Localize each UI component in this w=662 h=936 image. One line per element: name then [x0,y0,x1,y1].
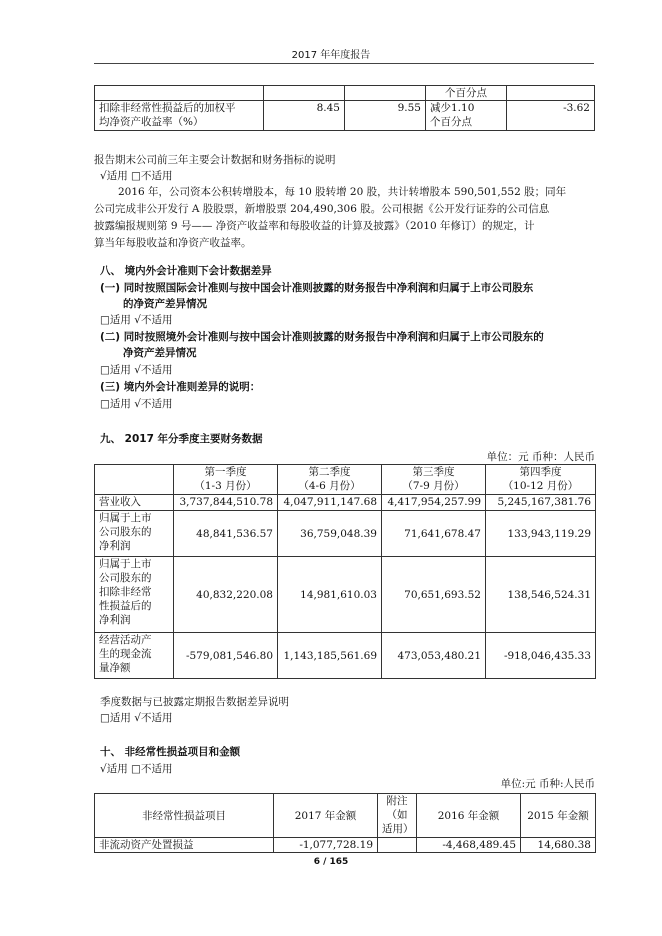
header-q1: 第一季度 （1-3 月份） [174,465,278,495]
section8-title: 八、 境内外会计准则下会计数据差异 [100,265,272,277]
page-number: 6 / 165 [313,857,349,867]
q4-value: 5,245,167,381.76 [486,495,596,511]
q2-value: 1,143,185,561.69 [278,633,382,679]
note-value [378,838,417,853]
value-change: 减少1.10 个百分点 [426,101,507,131]
row-label: 营业收入 [95,495,174,511]
section9-unit: 单位：元 币种：人民币 [486,451,595,463]
q3-value: 4,417,954,257.99 [382,495,486,511]
q1-value: 40,832,220.08 [174,557,278,633]
table-row [95,633,596,679]
section8-sub1-cont: 的净资产差异情况 [123,298,207,310]
table-cell [507,86,595,101]
section8-sub2-cont: 净资产差异情况 [123,347,197,359]
item-label: 非流动资产处置损益 [95,838,274,853]
explain-line: 2016 年，公司资本公积转增股本，每 10 股转增 20 股，共计转增股本 590,501,552 股；同年 [118,186,567,198]
q4-value: -918,046,435.33 [486,633,596,679]
page-header: 2017 年年度报告 [291,50,371,61]
q3-value: 71,641,678.47 [382,511,486,557]
section8-sub2-check: □适用 √不适用 [100,364,173,376]
section8-sub1: (一) 同时按照国际会计准则与按中国会计准则披露的财务报告中净利润和归属于上市公司股东 [100,282,534,294]
q2-value: 36,759,048.39 [278,511,382,557]
key-indicators-table [94,85,595,131]
explain-line: 算当年每股收益和净资产收益率。 [94,237,252,249]
value-2016: -4,468,489.45 [417,838,521,853]
q4-value: 138,546,524.31 [486,557,596,633]
value-2015: -3.62 [507,101,595,131]
value-2016: 9.55 [345,101,426,131]
q3-value: 70,651,693.52 [382,557,486,633]
header-q3: 第三季度 （7-9 月份） [382,465,486,495]
diff-title: 季度数据与已披露定期报告数据差异说明 [100,696,289,708]
table-cell: 个百分点 [426,86,507,101]
explain-check: √适用 □不适用 [100,170,173,182]
explain-title: 报告期末公司前三年主要会计数据和财务指标的说明 [94,154,336,166]
table-row [95,838,596,853]
table-row [95,101,595,131]
header-cell [95,465,174,495]
q1-value: -579,081,546.80 [174,633,278,679]
section10-check: √适用 □不适用 [100,763,173,775]
header-q4: 第四季度 （10-12 月份） [486,465,596,495]
explain-line: 公司完成非公开发行 A 股股票，新增股票 204,490,306 股。公司根据《公开发行证券的公司信息 [94,203,550,215]
header-rule [94,63,594,64]
table-row [95,495,596,511]
table-row [95,511,596,557]
q1-value: 3,737,844,510.78 [174,495,278,511]
header-q2: 第二季度 （4-6 月份） [278,465,382,495]
q1-value: 48,841,536.57 [174,511,278,557]
explain-line: 披露编报规则第 9 号—— 净资产收益率和每股收益的计算及披露》（2010 年修订）的规定，计 [94,220,535,232]
header-note: 附注 （如 适用） [378,794,417,838]
table-row [95,557,596,633]
section8-sub1-check: □适用 √不适用 [100,314,173,326]
table-cell [345,86,426,101]
value-2017: -1,077,728.19 [274,838,378,853]
section10-unit: 单位:元 币种:人民币 [500,778,595,790]
row-label: 扣除非经常性损益后的加权平 均净资产收益率（%） [95,101,264,131]
header-item: 非经常性损益项目 [95,794,274,838]
q4-value: 133,943,119.29 [486,511,596,557]
section8-sub3-check: □适用 √不适用 [100,398,173,410]
value-2015: 14,680.38 [521,838,596,853]
row-label: 经营活动产 生的现金流 量净额 [95,633,174,679]
header-2017: 2017 年金额 [274,794,378,838]
header-2015: 2015 年金额 [521,794,596,838]
table-cell [264,86,345,101]
section8-sub2: (二) 同时按照境外会计准则与按中国会计准则披露的财务报告中净利润和归属于上市公司股东的 [100,331,544,343]
nonrecurring-table [94,793,596,853]
section10-title: 十、 非经常性损益项目和金额 [100,746,241,758]
q3-value: 473,053,480.21 [382,633,486,679]
table-cell [95,86,264,101]
q2-value: 14,981,610.03 [278,557,382,633]
row-label: 归属于上市 公司股东的 扣除非经常 性损益后的 净利润 [95,557,174,633]
section8-sub3: (三) 境内外会计准则差异的说明： [100,381,261,393]
quarterly-table [94,464,596,679]
value-2017: 8.45 [264,101,345,131]
header-2016: 2016 年金额 [417,794,521,838]
section9-title: 九、 2017 年分季度主要财务数据 [100,433,263,445]
q2-value: 4,047,911,147.68 [278,495,382,511]
row-label: 归属于上市 公司股东的 净利润 [95,511,174,557]
diff-check: □适用 √不适用 [100,712,173,724]
